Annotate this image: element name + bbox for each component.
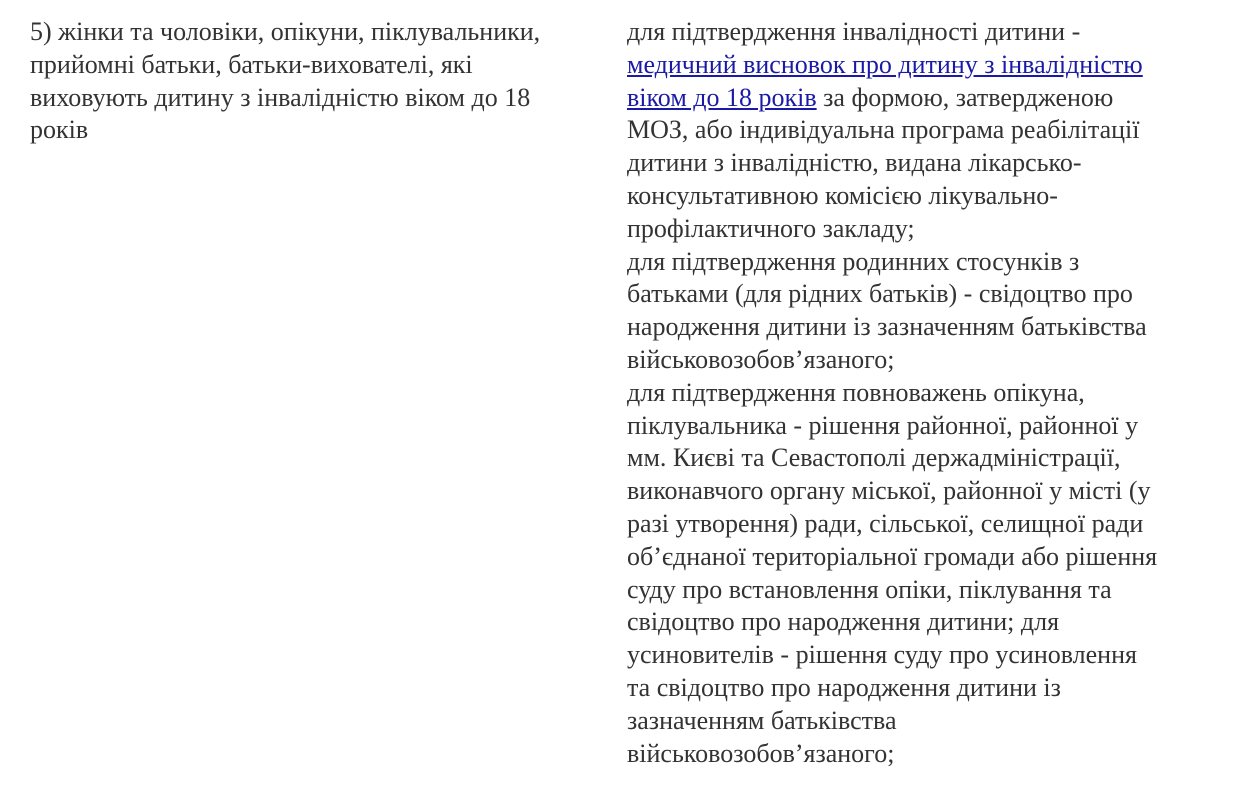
text-line <box>627 49 1227 82</box>
text-line: виховують дитину з інвалідністю віком до 18 <box>30 82 531 112</box>
text-line: об’єднаної територіальної громади або рішення <box>627 541 1158 571</box>
guardian-authority-paragraph <box>627 377 1227 771</box>
category-text <box>30 16 605 147</box>
text-line: зазначенням батьківства <box>627 705 897 735</box>
text-line: для підтвердження інвалідності дитини - <box>627 17 1081 46</box>
text-fragment: за формою, затвердженою <box>816 82 1114 112</box>
text-line: суду про встановлення опіки, піклування та <box>627 574 1112 604</box>
text-line: 5) жінки та чоловіки, опікуни, піклувальники, <box>30 17 541 46</box>
text-line <box>627 82 1227 115</box>
medical-conclusion-link-continued[interactable]: віком до 18 років <box>627 82 817 112</box>
text-line: військовозобов’язаного; <box>627 344 895 374</box>
text-line: та свідоцтво про народження дитини із <box>627 672 1061 702</box>
text-line: батьками (для рідних батьків) - свідоцтво про <box>627 279 1133 309</box>
text-line: років <box>30 115 89 145</box>
text-line: прийомні батьки, батьки-вихователі, які <box>30 49 473 79</box>
text-line: усиновителів - рішення суду про усиновлення <box>627 640 1137 670</box>
text-line: дитини з інвалідністю, видана лікарсько- <box>627 148 1082 178</box>
medical-conclusion-link[interactable]: медичний висновок про дитину з інвалідністю <box>627 49 1143 79</box>
family-relations-paragraph <box>627 246 1227 377</box>
text-line: народження дитини із зазначенням батьківства <box>627 312 1147 342</box>
text-line: військовозобов’язаного; <box>627 738 895 768</box>
category-cell <box>30 16 605 147</box>
disability-paragraph <box>627 16 1227 246</box>
text-line: для підтвердження повноважень опікуна, <box>627 377 1085 407</box>
text-line: піклувальника - рішення районної, районної у <box>627 410 1139 440</box>
text-line: МОЗ, або індивідуальна програма реабілітації <box>627 115 1140 145</box>
text-line: виконавчого органу міської, районної у місті (у <box>627 476 1151 506</box>
documents-cell <box>627 16 1227 770</box>
text-line: для підтвердження родинних стосунків з <box>627 246 1080 276</box>
text-line: свідоцтво про народження дитини; для <box>627 607 1060 637</box>
text-line: мм. Києві та Севастополі держадміністрації, <box>627 443 1121 473</box>
text-line: разі утворення) ради, сільської, селищної ради <box>627 508 1144 538</box>
text-line: консультативною комісією лікувально- <box>627 180 1058 210</box>
text-line: профілактичного закладу; <box>627 213 915 243</box>
